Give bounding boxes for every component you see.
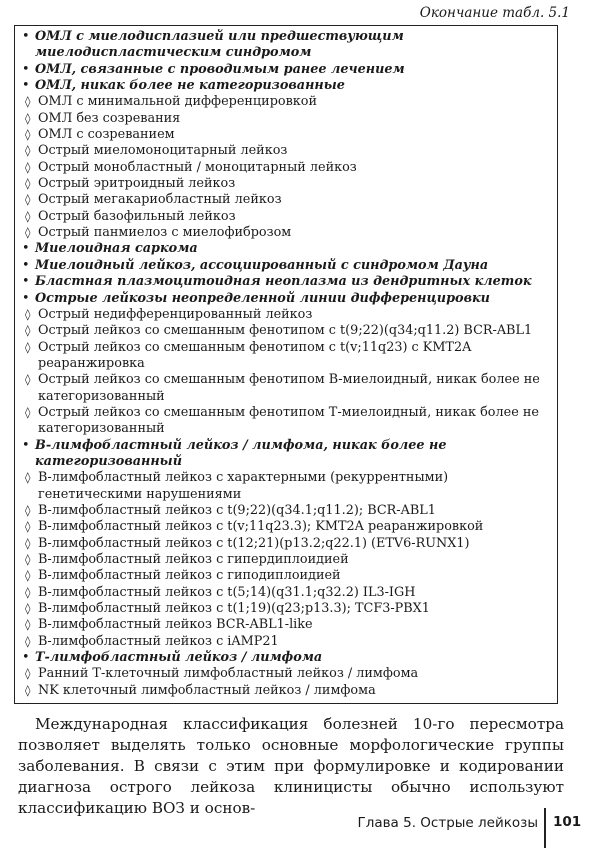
diamond-bullet-icon: ◊ bbox=[25, 553, 31, 566]
bullet-icon: • bbox=[22, 437, 30, 453]
subtype-entry bbox=[22, 323, 551, 339]
entry-text: В-лимфобластный лейкоз с t(5;14)(q31.1;q32.2) IL3-IGH bbox=[38, 584, 416, 600]
entry-text: В-лимфобластный лейкоз с iAMP21 bbox=[38, 633, 279, 649]
category-entry bbox=[22, 650, 551, 666]
bullet-icon: • bbox=[22, 78, 30, 94]
subtype-entry bbox=[22, 470, 551, 503]
subtype-entry bbox=[22, 192, 551, 208]
bullet-icon: • bbox=[22, 290, 30, 306]
entry-text: Бластная плазмоцитоидная неоплазма из дендритных клеток bbox=[35, 274, 532, 290]
bullet-icon: • bbox=[22, 257, 30, 273]
entry-text: Т-лимфобластный лейкоз / лимфома bbox=[35, 650, 323, 666]
subtype-entry bbox=[22, 536, 551, 552]
subtype-entry bbox=[22, 372, 551, 405]
subtype-entry bbox=[22, 94, 551, 110]
diamond-bullet-icon: ◊ bbox=[25, 585, 31, 599]
chapter-title: Глава 5. Острые лейкозы bbox=[357, 815, 538, 831]
subtype-entry bbox=[22, 225, 551, 241]
subtype-entry bbox=[22, 601, 551, 617]
diamond-bullet-icon: ◊ bbox=[25, 324, 31, 338]
diamond-bullet-icon: ◊ bbox=[25, 160, 31, 174]
entry-text: Острый эритроидный лейкоз bbox=[38, 176, 236, 192]
entry-text: В-лимфобластный лейкоз с t(12;21)(p13.2;q22.1) (ETV6-RUNX1) bbox=[38, 535, 470, 551]
entry-text: Острый монобластный / моноцитарный лейкоз bbox=[38, 159, 357, 175]
bullet-icon: • bbox=[22, 650, 30, 666]
category-entry bbox=[22, 62, 551, 78]
bullet-icon: • bbox=[22, 29, 30, 44]
diamond-bullet-icon: ◊ bbox=[25, 193, 31, 207]
diamond-bullet-icon: ◊ bbox=[25, 111, 31, 125]
subtype-entry bbox=[22, 666, 551, 682]
subtype-entry bbox=[22, 585, 551, 601]
entry-text: Острый миеломоноцитарный лейкоз bbox=[38, 143, 288, 159]
diamond-bullet-icon: ◊ bbox=[25, 144, 31, 158]
entry-text: Острый лейкоз со смешанным фенотипом с t(9;22)(q34;q11.2) BCR-ABL1 bbox=[38, 323, 533, 339]
table-caption: Окончание табл. 5.1 bbox=[419, 5, 570, 21]
bullet-icon: • bbox=[22, 61, 30, 77]
entry-text: В-лимфобластный лейкоз с характерными (рекуррентными) генетическими нарушениями bbox=[38, 470, 449, 502]
diamond-bullet-icon: ◊ bbox=[25, 602, 31, 616]
diamond-bullet-icon: ◊ bbox=[25, 373, 31, 387]
diamond-bullet-icon: ◊ bbox=[25, 307, 31, 321]
footer-divider bbox=[544, 808, 546, 848]
diamond-bullet-icon: ◊ bbox=[25, 634, 31, 648]
subtype-entry bbox=[22, 340, 551, 373]
category-entry bbox=[22, 29, 551, 62]
category-entry bbox=[22, 78, 551, 94]
entry-text: В-лимфобластный лейкоз с t(v;11q23.3); KMT2A реаранжировкой bbox=[38, 519, 484, 535]
entry-text: Острый мегакариобластный лейкоз bbox=[38, 192, 282, 208]
page-number: 101 bbox=[553, 814, 582, 830]
entry-text: ОМЛ с миелодисплазией или предшествующим миелодиспластическим синдромом bbox=[35, 29, 404, 61]
subtype-entry bbox=[22, 634, 551, 650]
subtype-entry bbox=[22, 176, 551, 192]
body-paragraph: Международная классификация болезней 10-го пересмотра позволяет выделять только основные морфологические группы заболевания. В связи с этим при формулировке и кодировании диагноза острого лейкоза клиницисты обычно используют классификацию ВОЗ и основ- bbox=[18, 715, 564, 817]
entry-text: Острый недифференцированный лейкоз bbox=[38, 306, 313, 322]
diamond-bullet-icon: ◊ bbox=[25, 536, 31, 550]
entry-text: В-лимфобластный лейкоз с t(1;19)(q23;p13.3); TCF3-PBX1 bbox=[38, 601, 430, 617]
subtype-entry bbox=[22, 568, 551, 584]
category-entry bbox=[22, 438, 551, 471]
subtype-entry bbox=[22, 503, 551, 519]
diamond-bullet-icon: ◊ bbox=[25, 209, 31, 223]
bullet-icon: • bbox=[22, 274, 30, 290]
subtype-entry bbox=[22, 111, 551, 127]
subtype-entry bbox=[22, 519, 551, 535]
entry-text: В-лимфобластный лейкоз с гиподиплоидией bbox=[38, 568, 341, 584]
entry-text: NK клеточный лимфобластный лейкоз / лимфома bbox=[38, 682, 376, 698]
diamond-bullet-icon: ◊ bbox=[25, 520, 31, 534]
diamond-bullet-icon: ◊ bbox=[25, 683, 31, 697]
classification-table bbox=[14, 25, 558, 704]
subtype-entry bbox=[22, 160, 551, 176]
entry-text: В-лимфобластный лейкоз BCR-ABL1-like bbox=[38, 617, 313, 633]
diamond-bullet-icon: ◊ bbox=[25, 569, 31, 583]
diamond-bullet-icon: ◊ bbox=[25, 405, 31, 419]
diamond-bullet-icon: ◊ bbox=[25, 226, 31, 240]
category-entry bbox=[22, 291, 551, 307]
subtype-entry bbox=[22, 552, 551, 568]
entry-text: В-лимфобластный лейкоз с t(9;22)(q34.1;q11.2); BCR-ABL1 bbox=[38, 502, 436, 518]
entry-text: Миелоидный лейкоз, ассоциированный с синдромом Дауна bbox=[35, 257, 489, 273]
category-entry bbox=[22, 241, 551, 257]
diamond-bullet-icon: ◊ bbox=[25, 618, 31, 632]
diamond-bullet-icon: ◊ bbox=[25, 503, 31, 517]
entry-text: Ранний Т-клеточный лимфобластный лейкоз / лимфома bbox=[38, 666, 419, 682]
subtype-entry bbox=[22, 143, 551, 159]
diamond-bullet-icon: ◊ bbox=[25, 667, 31, 681]
diamond-bullet-icon: ◊ bbox=[25, 340, 31, 354]
diamond-bullet-icon: ◊ bbox=[25, 95, 31, 109]
entry-text: ОМЛ, никак более не категоризованные bbox=[35, 78, 345, 94]
entry-text: В-лимфобластный лейкоз с гипердиплоидией bbox=[38, 552, 349, 567]
entry-text: Острый лейкоз со смешанным фенотипом с t(v;11q23) с KMT2A реаранжировка bbox=[38, 339, 472, 371]
category-entry bbox=[22, 274, 551, 290]
subtype-entry bbox=[22, 209, 551, 225]
entry-text: ОМЛ с минимальной дифференцировкой bbox=[38, 94, 318, 110]
diamond-bullet-icon: ◊ bbox=[25, 471, 31, 485]
subtype-entry bbox=[22, 127, 551, 143]
entry-text: В-лимфобластный лейкоз / лимфома, никак более не категоризованный bbox=[35, 437, 447, 469]
page-footer bbox=[0, 808, 590, 848]
bullet-icon: • bbox=[22, 241, 30, 257]
subtype-entry bbox=[22, 307, 551, 323]
entry-text: Острый лейкоз со смешанным фенотипом Т-миелоидный, никак более не категоризованный bbox=[38, 404, 539, 437]
category-entry bbox=[22, 258, 551, 274]
diamond-bullet-icon: ◊ bbox=[25, 128, 31, 142]
entry-text: ОМЛ с созреванием bbox=[38, 127, 175, 143]
entry-text: Острый лейкоз со смешанным фенотипом В-миелоидный, никак более не категоризованный bbox=[38, 372, 540, 404]
entry-text: Острый панмиелоз с миелофиброзом bbox=[38, 225, 292, 241]
subtype-entry bbox=[22, 683, 551, 699]
subtype-entry bbox=[22, 405, 551, 438]
entry-text: ОМЛ без созревания bbox=[38, 110, 181, 126]
entry-text: ОМЛ, связанные с проводимым ранее лечением bbox=[35, 61, 405, 77]
entry-text: Острый базофильный лейкоз bbox=[38, 208, 236, 224]
subtype-entry bbox=[22, 617, 551, 633]
entry-text: Острые лейкозы неопределенной линии дифференцировки bbox=[35, 290, 490, 306]
diamond-bullet-icon: ◊ bbox=[25, 177, 31, 191]
entry-text: Миелоидная саркома bbox=[35, 241, 198, 257]
